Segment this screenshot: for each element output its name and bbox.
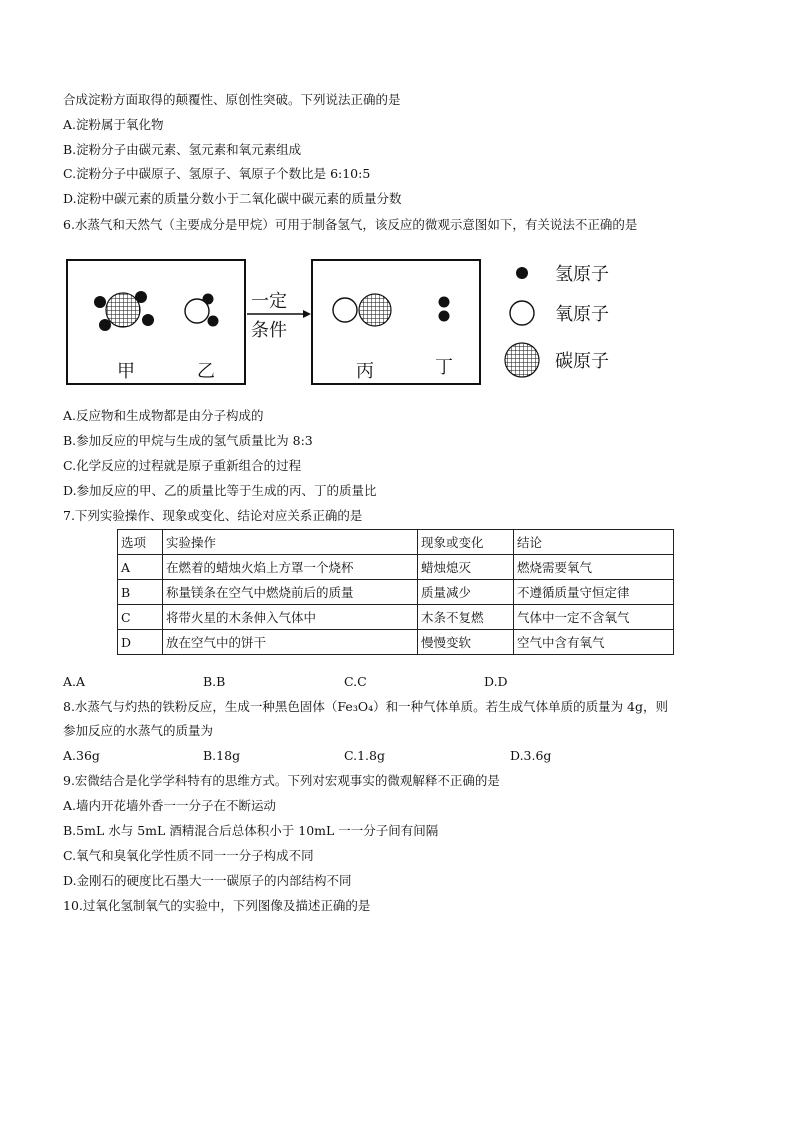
table-cell: 将带火星的木条伸入气体中: [163, 605, 418, 630]
legend-carbon-label: 碳原子: [555, 351, 609, 372]
table-cell: 气体中一定不含氧气: [514, 605, 674, 630]
q7-option-a: A.A: [63, 674, 86, 689]
methane-molecule: [94, 291, 154, 331]
table-row: [118, 630, 674, 655]
q7-option-c: C.C: [344, 674, 367, 689]
legend-hydrogen-label: 氢原子: [555, 264, 609, 285]
svg-text:一定: 一定: [251, 291, 287, 312]
header-option: 选项: [118, 530, 163, 555]
line-q6-d: D.参加反应的甲、乙的质量比等于生成的丙、丁的质量比: [63, 483, 377, 498]
table-row: [118, 555, 674, 580]
line-q6-stem: 6.水蒸气和天然气（主要成分是甲烷）可用于制备氢气，该反应的微观示意图如下，有关说法不正确的是: [63, 217, 638, 232]
table-cell: 不遵循质量守恒定律: [514, 580, 674, 605]
line-q5-d: D.淀粉中碳元素的质量分数小于二氧化碳中碳元素的质量分数: [63, 191, 402, 206]
line-q5-c: C.淀粉分子中碳原子、氢原子、氧原子个数比是 6:10:5: [63, 166, 371, 181]
table-cell: 木条不复燃: [418, 605, 514, 630]
legend-hydrogen-icon: [516, 267, 528, 279]
line-q6-b: B.参加反应的甲烷与生成的氢气质量比为 8:3: [63, 433, 313, 448]
line-q8-stem-1: 8.水蒸气与灼热的铁粉反应，生成一种黑色固体（Fe₃O₄）和一种气体单质。若生成气体单质的质量为 4g，则: [63, 699, 669, 714]
q8-option-c: C.1.8g: [344, 748, 385, 763]
table-row: [118, 605, 674, 630]
line-q6-a: A.反应物和生成物都是由分子构成的: [63, 408, 264, 423]
line-q7-stem: 7.下列实验操作、现象或变化、结论对应关系正确的是: [63, 508, 363, 523]
table-header-row: [118, 530, 674, 555]
line-q9-a: A.墙内开花墙外香一一分子在不断运动: [63, 798, 277, 813]
table-cell: 质量减少: [418, 580, 514, 605]
line-q9-stem: 9.宏微结合是化学学科特有的思维方式。下列对宏观事实的微观解释不正确的是: [63, 773, 500, 788]
q8-option-a: A.36g: [63, 748, 100, 763]
table-cell: 在燃着的蜡烛火焰上方罩一个烧杯: [163, 555, 418, 580]
table-cell: 空气中含有氧气: [514, 630, 674, 655]
line-q8-stem-2: 参加反应的水蒸气的质量为: [63, 723, 214, 738]
table-cell: B: [118, 580, 163, 605]
header-operation: 实验操作: [163, 530, 418, 555]
label-bing: 丙: [356, 361, 374, 382]
q8-option-b: B.18g: [203, 748, 241, 763]
header-phenomenon: 现象或变化: [418, 530, 514, 555]
line-q6-c: C.化学反应的过程就是原子重新组合的过程: [63, 458, 302, 473]
table-cell: 称量镁条在空气中燃烧前后的质量: [163, 580, 418, 605]
line-q9-c: C.氧气和臭氧化学性质不同一一分子构成不同: [63, 848, 314, 863]
line-q9-b: B.5mL 水与 5mL 酒精混合后总体积小于 10mL 一一分子间有间隔: [63, 823, 439, 838]
legend: [505, 264, 609, 377]
line-q5-stem: 合成淀粉方面取得的颠覆性、原创性突破。下列说法正确的是: [63, 92, 401, 107]
table-cell: 放在空气中的饼干: [163, 630, 418, 655]
label-ding: 丁: [435, 357, 453, 378]
hydrogen-molecule: [439, 297, 450, 322]
legend-carbon-icon: [505, 343, 539, 377]
table-cell: C: [118, 605, 163, 630]
label-yi: 乙: [197, 361, 215, 382]
table-cell: 慢慢变软: [418, 630, 514, 655]
header-conclusion: 结论: [514, 530, 674, 555]
table-cell: D: [118, 630, 163, 655]
reaction-diagram: [63, 250, 663, 390]
q8-option-d: D.3.6g: [510, 748, 552, 763]
legend-oxygen-icon: [510, 301, 534, 325]
label-jia: 甲: [117, 361, 135, 382]
q7-options: [63, 674, 623, 690]
legend-oxygen-label: 氧原子: [555, 304, 609, 325]
table-row: [118, 580, 674, 605]
table-cell: 燃烧需要氧气: [514, 555, 674, 580]
co-molecule: [333, 294, 391, 326]
svg-text:条件: 条件: [251, 320, 287, 341]
experiment-table: [117, 529, 674, 655]
water-molecule: [185, 294, 219, 327]
product-box: [312, 260, 480, 384]
line-q5-b: B.淀粉分子由碳元素、氢元素和氧元素组成: [63, 142, 302, 157]
reaction-arrow: [247, 291, 311, 341]
line-q5-a: A.淀粉属于氧化物: [63, 117, 164, 132]
table-cell: A: [118, 555, 163, 580]
q8-options: [63, 748, 623, 764]
line-q9-d: D.金刚石的硬度比石墨大一一碳原子的内部结构不同: [63, 873, 352, 888]
q7-option-d: D.D: [484, 674, 508, 689]
line-q10-stem: 10.过氧化氢制氧气的实验中，下列图像及描述正确的是: [63, 898, 371, 913]
table-cell: 蜡烛熄灭: [418, 555, 514, 580]
q7-option-b: B.B: [203, 674, 226, 689]
